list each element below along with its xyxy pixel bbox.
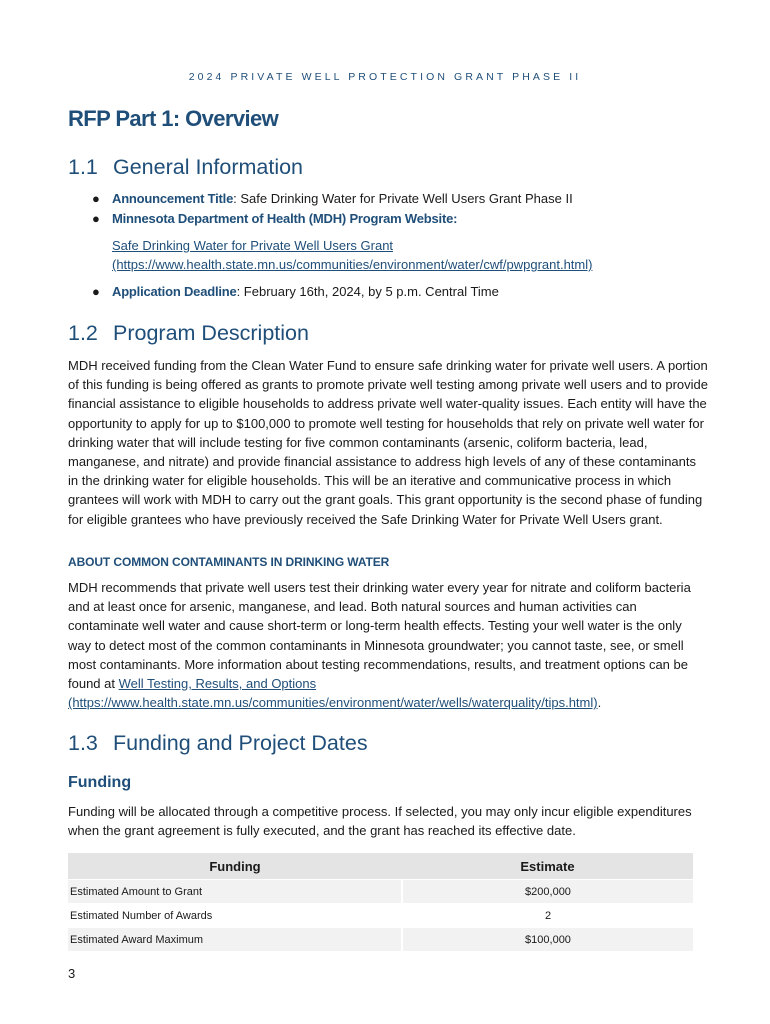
- item-text: : February 16th, 2024, by 5 p.m. Central Time: [236, 284, 499, 299]
- bullet-icon: ●: [92, 211, 100, 226]
- program-description-paragraph: MDH received funding from the Clean Water Fund to ensure safe drinking water for private well users. A portion of this funding is being offered as grants to promote private well testing among private well users and to provide financial assistance to eligible households to address private well water-quality issues. Each entity will have the opportunity to apply for up to $100,000 to promote well testing for households that rely on private well water for drinking water that will include testing for five common contaminants (arsenic, coliform bacteria, lead, manganese, and nitrate) and provide financial assistance to address high levels of any of these contaminants in the drinking water for eligible households. This will be an iterative and communicative process in which grantees will work with MDH to carry out the grant goals. This grant opportunity is the second phase of funding for eligible grantees who have previously received the Safe Drinking Water for Private Well Users grant.: [68, 358, 709, 527]
- table-cell: Estimated Number of Awards: [68, 904, 402, 928]
- table-cell: $200,000: [402, 880, 693, 904]
- section-number: 1.3: [68, 731, 98, 755]
- page-number: 3: [68, 966, 76, 981]
- section-title: Funding and Project Dates: [113, 731, 368, 755]
- column-header-funding: Funding: [68, 853, 402, 880]
- table-cell: $100,000: [402, 928, 693, 952]
- section-number: 1.1: [68, 155, 98, 179]
- table-cell: Estimated Award Maximum: [68, 928, 402, 952]
- section-title: General Information: [113, 155, 304, 179]
- funding-heading: Funding: [68, 774, 132, 791]
- funding-table: [68, 853, 693, 951]
- bullet-icon: ●: [92, 191, 100, 206]
- contaminants-text: MDH recommends that private well users test their drinking water every year for nitrate and coliform bacteria and at least once for arsenic, manganese, and lead. Both natural sources and human activities can contaminate well water and cause short-term or long-term health effects. Testing your well water is the only way to detect most of the common contaminants in Minnesota groundwater; you cannot taste, see, or smell most contaminants. More information about testing recommendations, results, and treatment options can be found at: [68, 580, 691, 692]
- well-testing-url[interactable]: (https://www.health.state.mn.us/communities/environment/water/wells/waterquality/tips.html): [68, 695, 598, 711]
- item-label: Application Deadline: [112, 284, 237, 299]
- item-text: : Safe Drinking Water for Private Well Users Grant Phase II: [233, 191, 573, 206]
- program-website-link[interactable]: [112, 236, 712, 274]
- page-title: RFP Part 1: Overview: [68, 106, 279, 131]
- contaminants-tail: .: [597, 695, 602, 711]
- contaminants-subheading: ABOUT COMMON CONTAMINANTS IN DRINKING WATER: [68, 555, 390, 569]
- item-label: Announcement Title: [112, 191, 234, 206]
- table-header-row: [68, 853, 693, 880]
- section-title: Program Description: [113, 321, 309, 345]
- bullet-icon: ●: [92, 284, 100, 299]
- section-heading-program-description: [68, 321, 309, 346]
- funding-paragraph: Funding will be allocated through a competitive process. If selected, you may only incur eligible expenditures when the grant agreement is fully executed, and the grant has reached its effective date.: [68, 804, 692, 839]
- column-header-estimate: Estimate: [402, 853, 693, 880]
- item-label: Minnesota Department of Health (MDH) Program Website: [112, 211, 454, 226]
- list-item: [92, 189, 702, 209]
- table-cell: 2: [402, 904, 693, 928]
- section-number: 1.2: [68, 321, 98, 345]
- contaminants-paragraph: [68, 578, 708, 712]
- general-info-list: [92, 189, 702, 229]
- item-text: :: [453, 211, 458, 226]
- table-row: [68, 928, 693, 952]
- table-row: [68, 880, 693, 904]
- list-item: [92, 209, 702, 229]
- well-testing-link[interactable]: Well Testing, Results, and Options: [118, 676, 317, 692]
- program-website-url[interactable]: (https://www.health.state.mn.us/communities/environment/water/cwf/pwpgrant.html): [112, 257, 593, 272]
- list-item: [92, 282, 702, 302]
- program-website-link-text[interactable]: Safe Drinking Water for Private Well Users Grant: [112, 238, 394, 253]
- running-header: 2024 PRIVATE WELL PROTECTION GRANT PHASE II: [188, 71, 582, 83]
- deadline-list: [92, 282, 702, 302]
- table-row: [68, 904, 693, 928]
- section-heading-funding-dates: [68, 731, 368, 756]
- section-heading-general-information: [68, 155, 303, 180]
- table-cell: Estimated Amount to Grant: [68, 880, 402, 904]
